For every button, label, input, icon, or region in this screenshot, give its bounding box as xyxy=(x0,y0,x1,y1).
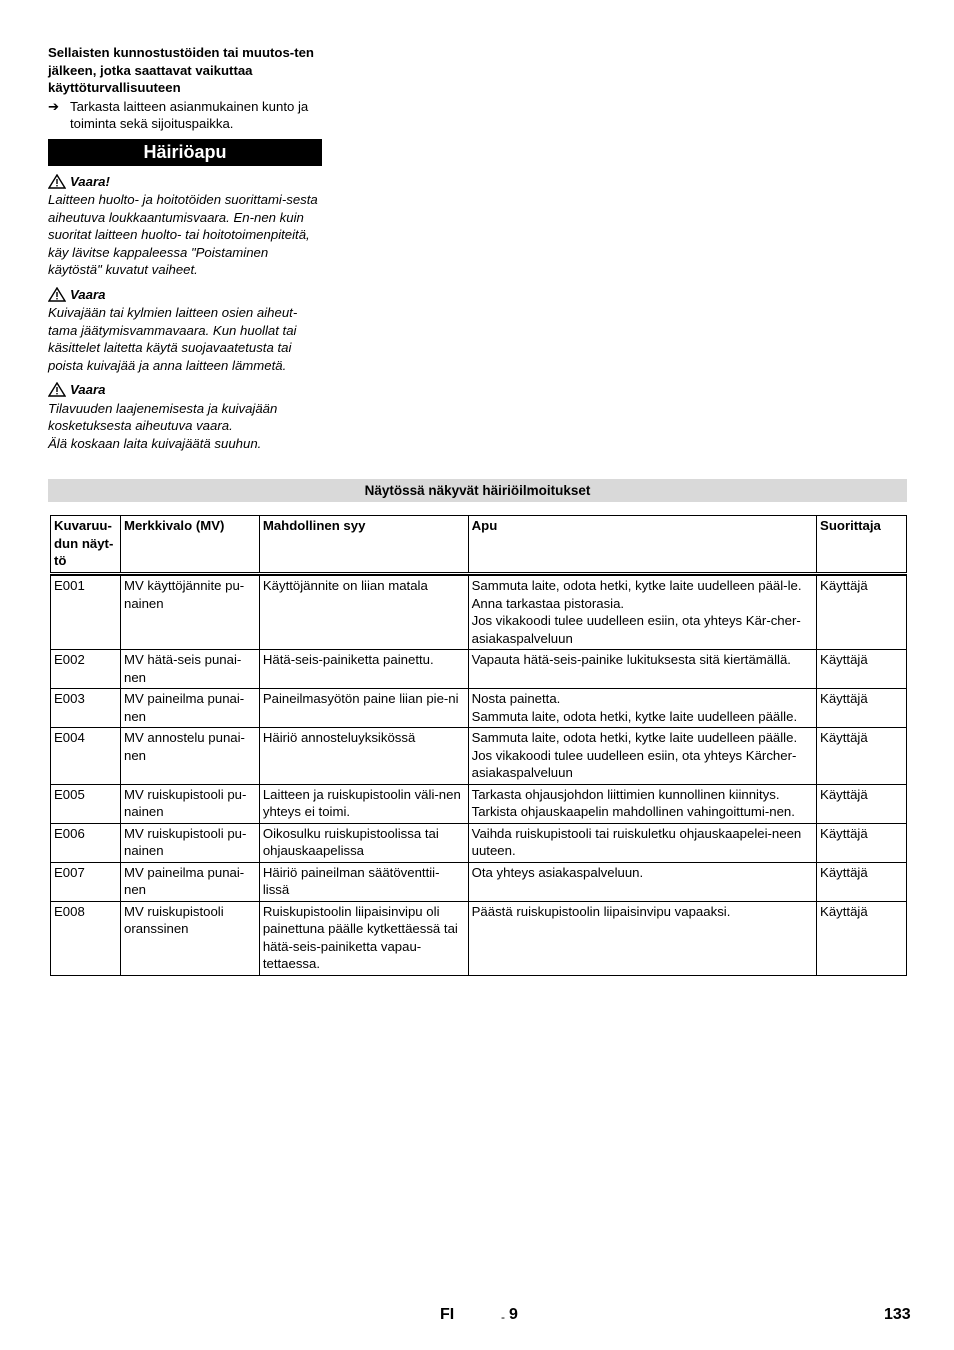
cause-cell: Käyttöjännite on liian matala xyxy=(259,576,468,650)
table-row xyxy=(51,689,907,728)
indicator-cell: MV ruiskupistooli pu-nainen xyxy=(120,823,259,862)
warning-title xyxy=(48,286,322,304)
warning-title xyxy=(48,381,322,399)
table-row xyxy=(51,576,907,650)
table-row xyxy=(51,784,907,823)
performer-cell: Käyttäjä xyxy=(817,728,907,785)
error-code-cell: E002 xyxy=(51,650,121,689)
header-performer: Suorittaja xyxy=(817,516,907,574)
indicator-cell: MV annostelu punai-nen xyxy=(120,728,259,785)
warning-text: Laitteen huolto- ja hoitotöiden suorittami-sesta aiheutuva loukkaantumisvaara. En-nen kuin suoritat laitteen huolto- tai hoitotoimenpiteitä, käy lävitse kappaleessa "Poistaminen käytöstä" kuvatut vaiheet. xyxy=(48,192,318,277)
help-line: Anna tarkastaa pistorasia. xyxy=(471,595,625,611)
performer-cell: Käyttäjä xyxy=(817,576,907,650)
table-row xyxy=(51,650,907,689)
table-row xyxy=(51,862,907,901)
warning-label: Vaara xyxy=(70,286,106,302)
performer-cell: Käyttäjä xyxy=(817,823,907,862)
help-cell xyxy=(468,823,816,862)
performer-cell: Käyttäjä xyxy=(817,650,907,689)
indicator-cell: MV käyttöjännite pu-nainen xyxy=(120,576,259,650)
performer-cell: Käyttäjä xyxy=(817,901,907,975)
cause-cell: Oikosulku ruiskupistoolissa tai ohjauskaapelissa xyxy=(259,823,468,862)
help-cell xyxy=(468,650,816,689)
table-row xyxy=(51,901,907,975)
warning-label: Vaara xyxy=(70,382,106,397)
table-body xyxy=(51,574,907,976)
warning-triangle-icon xyxy=(48,382,66,397)
header-display: Kuvaruu-dun näyt-tö xyxy=(51,516,121,574)
help-cell xyxy=(468,689,816,728)
help-line: Sammuta laite, odota hetki, kytke laite uudelleen päälle. xyxy=(471,730,798,745)
cause-cell: Häiriö annosteluyksikössä xyxy=(259,728,468,785)
cause-cell: Laitteen ja ruiskupistoolin väli-nen yhteys ei toimi. xyxy=(259,784,468,823)
warning-text: Älä koskaan laita kuivajäätä suuhun. xyxy=(48,435,262,451)
help-line: Sammuta laite, odota hetki, kytke laite uudelleen päälle. xyxy=(471,708,798,724)
warning-triangle-icon xyxy=(48,174,66,189)
error-code-cell: E001 xyxy=(51,576,121,650)
help-line: Jos vikakoodi tulee uudelleen esiin, ota yhteys Kärcher-asiakaspalveluun xyxy=(471,747,797,780)
footer-section-page: 9 xyxy=(509,1306,518,1323)
warning-triangle-icon xyxy=(48,287,66,302)
table-title: Näytössä näkyvät häiriöilmoitukset xyxy=(48,479,907,502)
instruction-text: Tarkasta laitteen asianmukainen kunto ja toiminta sekä sijoituspaikka. xyxy=(70,98,309,131)
warning-text: Kuivajään tai kylmien laitteen osien aiheut-tama jäätymisvammavaara. Kun huollat tai käsittelet laitetta käytä suojavaatetusta tai poista kuivajää ja anna laitteen lämmetä. xyxy=(48,305,298,373)
arrow-right-icon: ➔ xyxy=(48,98,60,114)
cause-cell: Paineilmasyötön paine liian pie-ni xyxy=(259,689,468,728)
indicator-cell: MV paineilma punai-nen xyxy=(120,862,259,901)
warning-title xyxy=(48,173,322,191)
performer-cell: Käyttäjä xyxy=(817,862,907,901)
help-line: Tarkista ohjauskaapelin mahdollinen vahingoittumi-nen. xyxy=(471,804,795,819)
help-cell xyxy=(468,728,816,785)
left-column xyxy=(48,44,322,452)
help-line: Ota yhteys asiakaspalveluun. xyxy=(471,864,644,880)
instruction-step xyxy=(48,98,322,133)
performer-cell: Käyttäjä xyxy=(817,689,907,728)
help-line: Sammuta laite, odota hetki, kytke laite uudelleen pääl-le. xyxy=(471,578,802,593)
section-title: Häiriöapu xyxy=(48,139,322,166)
performer-cell: Käyttäjä xyxy=(817,784,907,823)
error-code-cell: E006 xyxy=(51,823,121,862)
table-row xyxy=(51,823,907,862)
header-help: Apu xyxy=(468,516,816,574)
warning-label: Vaara! xyxy=(70,173,110,189)
help-line: Päästä ruiskupistoolin liipaisinvipu vapaaksi. xyxy=(471,903,731,919)
warning-text: Tilavuuden laajenemisesta ja kuivajään kosketuksesta aiheutuva vaara. xyxy=(48,400,278,433)
help-cell xyxy=(468,901,816,975)
error-table xyxy=(50,515,907,976)
indicator-cell: MV ruiskupistooli oranssinen xyxy=(120,901,259,975)
table-header-row xyxy=(51,516,907,574)
header-cause: Mahdollinen syy xyxy=(259,516,468,574)
error-code-cell: E008 xyxy=(51,901,121,975)
error-code-cell: E007 xyxy=(51,862,121,901)
indicator-cell: MV hätä-seis punai-nen xyxy=(120,650,259,689)
footer-language: FI xyxy=(440,1306,455,1323)
error-code-cell: E004 xyxy=(51,728,121,785)
help-line: Nosta painetta. xyxy=(471,691,561,706)
cause-cell: Ruiskupistoolin liipaisinvipu oli painettuna päälle kytkettäessä tai hätä-seis-painiketta vapau-tettaessa. xyxy=(259,901,468,975)
indicator-cell: MV ruiskupistooli pu-nainen xyxy=(120,784,259,823)
help-line: Vapauta hätä-seis-painike lukituksesta sitä kiertämällä. xyxy=(471,652,791,667)
help-line: Tarkasta ohjausjohdon liittimien kunnollinen kiinnitys. xyxy=(471,786,780,802)
error-code-cell: E003 xyxy=(51,689,121,728)
help-cell xyxy=(468,784,816,823)
table-row xyxy=(51,728,907,785)
footer-dash: - xyxy=(501,1310,505,1324)
help-line: Vaihda ruiskupistooli tai ruiskuletku ohjauskaapelei-neen uuteen. xyxy=(471,825,802,858)
indicator-cell: MV paineilma punai-nen xyxy=(120,689,259,728)
cause-cell: Hätä-seis-painiketta painettu. xyxy=(259,650,468,689)
help-cell xyxy=(468,576,816,650)
error-code-cell: E005 xyxy=(51,784,121,823)
help-line: Jos vikakoodi tulee uudelleen esiin, ota yhteys Kär-cher-asiakaspalveluun xyxy=(471,613,801,646)
header-indicator: Merkkivalo (MV) xyxy=(120,516,259,574)
help-cell xyxy=(468,862,816,901)
page-number: 133 xyxy=(884,1306,911,1323)
intro-heading: Sellaisten kunnostustöiden tai muutos-ten jälkeen, jotka saattavat vaikuttaa käyttöturvallisuuteen xyxy=(48,45,314,95)
cause-cell: Häiriö paineilman säätöventtii-lissä xyxy=(259,862,468,901)
